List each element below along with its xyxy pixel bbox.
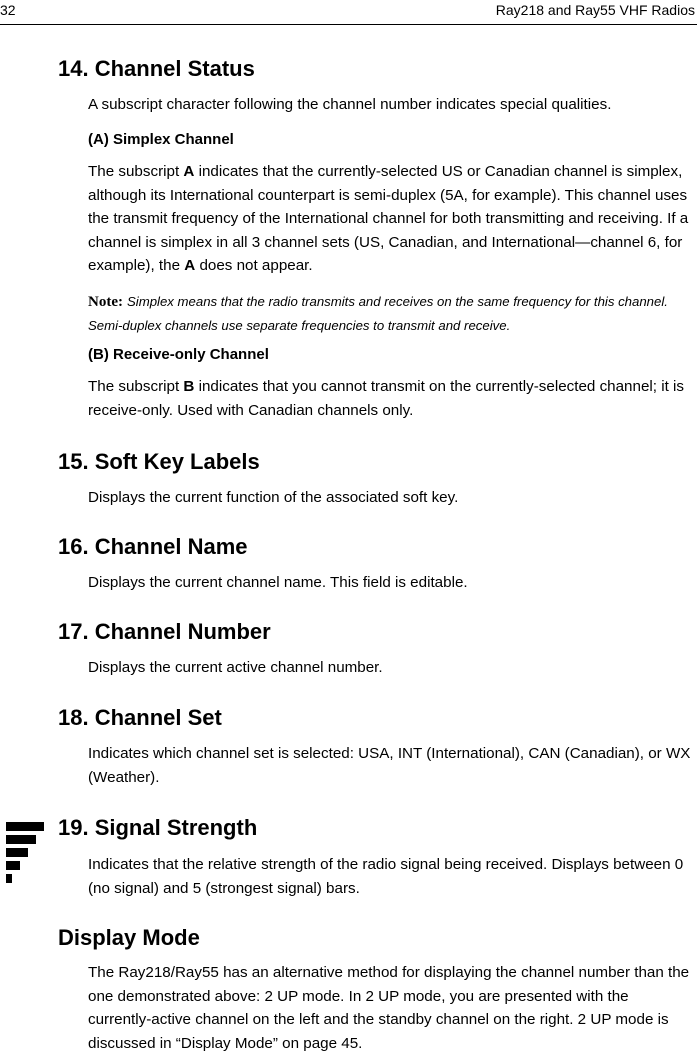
subscript-key: B [183,378,195,395]
note-text: Simplex means that the radio transmits and receives on the same frequency for this channel. Semi-duplex channels use separate frequencies to transmit and receive. [88,294,668,333]
subscript-key: A [184,257,196,274]
signal-bar [6,848,28,857]
subscript-key: A [183,163,195,180]
signal-bar [6,822,44,831]
signal-bar [6,874,12,883]
signal-bar [6,835,36,844]
soft-key-labels-text: Displays the current function of the associated soft key. [88,489,459,506]
note-label: Note: [88,294,123,310]
heading-display-mode: Display Mode [58,925,200,950]
heading-channel-name: 16. Channel Name [58,534,248,559]
heading-simplex-channel: (A) Simplex Channel [88,131,234,148]
heading-receive-only-channel: (B) Receive-only Channel [88,346,269,363]
page-header [0,0,697,25]
heading-channel-status: 14. Channel Status [58,56,255,81]
heading-soft-key-labels: 15. Soft Key Labels [58,449,260,474]
channel-status-intro: A subscript character following the channel number indicates special qualities. [88,96,612,113]
heading-channel-number: 17. Channel Number [58,619,271,644]
receive-only-text [88,375,692,422]
text-run: does not appear. [195,257,313,274]
display-mode-text: The Ray218/Ray55 has an alternative method for displaying the channel number than the one demonstrated above: 2 UP mode. In 2 UP mode, you are presented with the currently-active channel on the left and the standby channel on the right. 2 UP mode is discussed in “Display Mode” on page 45. [88,964,690,1052]
text-run: indicates that you cannot transmit on the currently-selected channel; it is receive-only. Used with Canadian channels only. [88,378,684,419]
heading-channel-set: 18. Channel Set [58,705,222,730]
channel-number-text: Displays the current active channel number. [88,659,383,676]
simplex-channel-text [88,160,692,278]
channel-name-text: Displays the current channel name. This field is editable. [88,574,468,591]
document-title: Ray218 and Ray55 VHF Radios [495,2,695,18]
heading-signal-strength: 19. Signal Strength [58,815,258,840]
text-run: indicates that the currently-selected US or Canadian channel is simplex, although its International counterpart is semi-duplex (5A, for example). This channel uses the transmit frequency of the International channel for both transmitting and receiving. If a channel is simplex in all 3 channel sets (US, Canadian, and International—channel 6, for example), the [88,163,689,274]
text-run: The subscript [88,378,184,395]
channel-set-text: Indicates which channel set is selected: USA, INT (International), CAN (Canadian), or WX (Weather). [88,745,691,786]
signal-strength-icon [6,822,50,892]
text-run: The subscript [88,163,184,180]
signal-strength-text: Indicates that the relative strength of the radio signal being received. Displays between 0 (no signal) and 5 (strongest signal) bars. [88,856,684,897]
signal-bar [6,861,20,870]
note-simplex [88,290,694,337]
page-number: 32 [0,2,16,18]
